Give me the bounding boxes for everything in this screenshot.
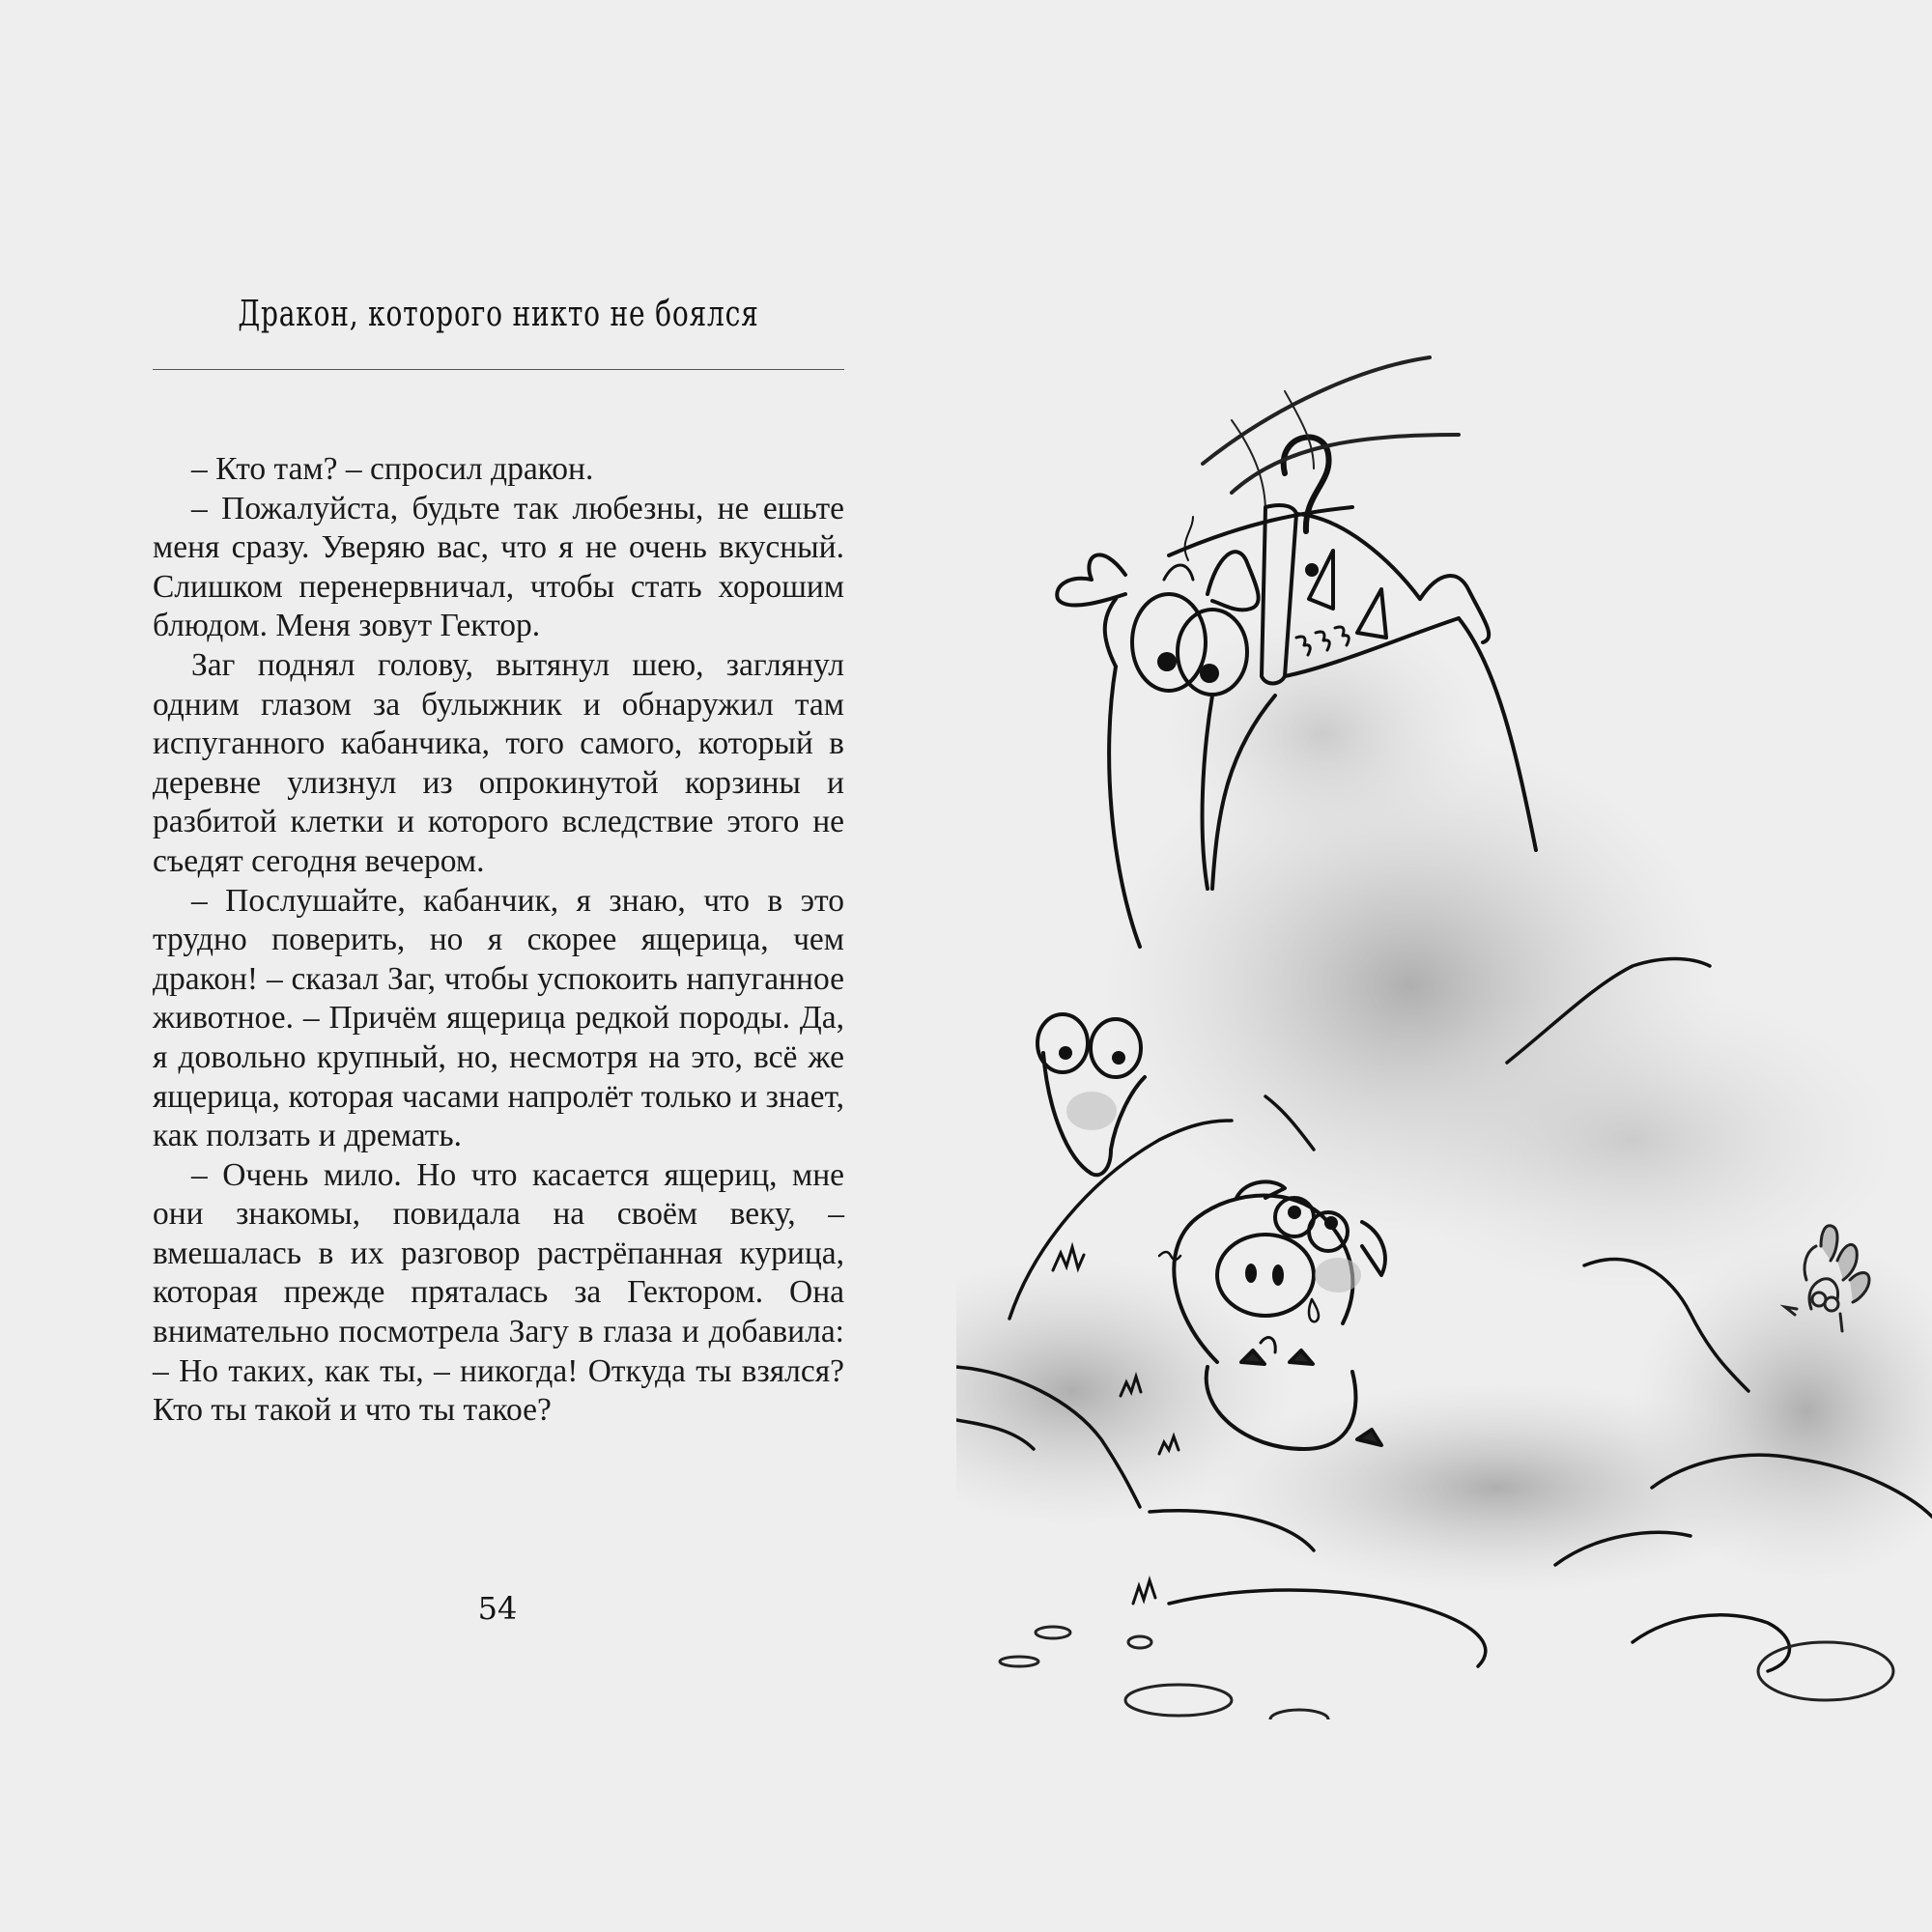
pebbles: [1000, 1627, 1893, 1719]
paragraph: – Пожалуйста, будьте так любезны, не ешьте меня сразу. Уверяю вас, что я не очень вкусный. Слишком перенервничал, чтобы стать хорошим блюдом. Меня зовут Гектор.: [153, 490, 844, 644]
header-rule: [153, 369, 844, 370]
paragraph: – Очень мило. Но что касается ящериц, мне они знакомы, повидала на своём веку, – вмешалась в их разговор растрёпанная курица, которая прежде пряталась за Гектором. Она внимательно посмотрела Загу в глаза и добавила: – Но таких, как ты, – никогда! Откуда ты взялся? Кто ты такой и что ты такое?: [153, 1156, 844, 1429]
body-text: [153, 450, 844, 1431]
dragon-pupil: [1200, 664, 1219, 683]
wing: [1203, 357, 1459, 512]
running-head: Дракон, которого никто не боялся: [238, 295, 759, 334]
illustration: [956, 348, 1932, 1719]
paragraph: – Послушайте, кабанчик, я знаю, что в это трудно поверить, но я скорее ящерица, чем дракон! – сказал Заг, чтобы успокоить напуганное животное. – Причём ящерица редкой породы. Да, я довольно крупный, но, несмотря на это, всё же ящерица, которая часами напролёт только и знает, как ползать и дремать.: [153, 882, 844, 1154]
dragon-piglet-illustration: [956, 348, 1932, 1719]
page-number: 54: [477, 1590, 518, 1627]
dragon-pupil: [1157, 652, 1177, 671]
paragraph: – Кто там? – спросил дракон.: [191, 451, 594, 487]
paragraph: Заг поднял голову, вытянул шею, заглянул одним глазом за булыжник и обнаружил там испуганного кабанчика, того самого, который в деревне улизнул из опрокинутой корзины и разбитой клетки и которого вследствие этого не съедят сегодня вечером.: [153, 646, 844, 879]
